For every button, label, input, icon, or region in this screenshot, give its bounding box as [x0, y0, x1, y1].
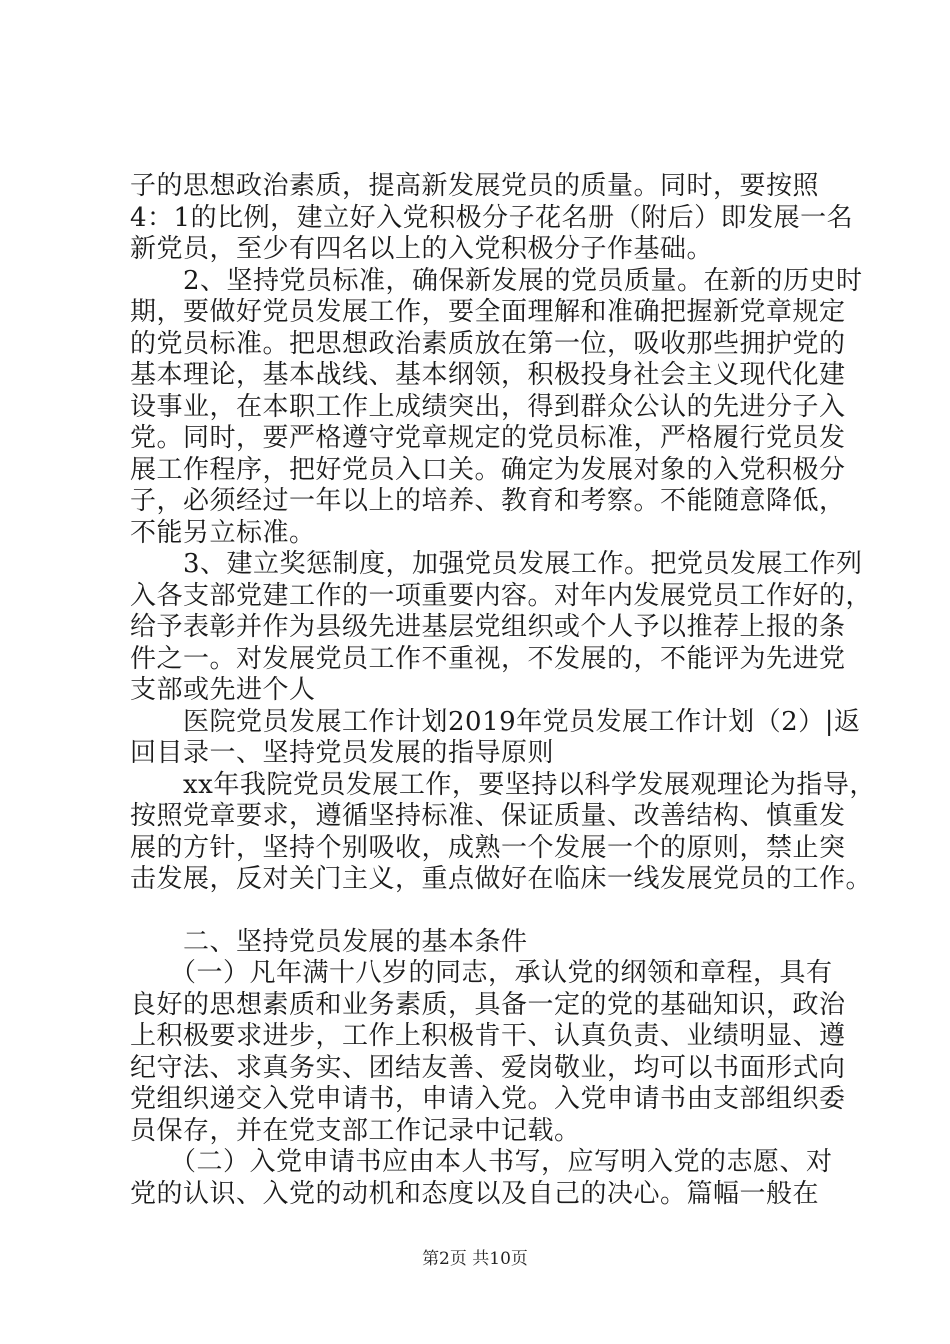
- text-line: 党组织递交入党申请书，申请入党。入党申请书由支部组织委: [130, 1084, 846, 1114]
- text-line: 展的方针，坚持个别吸收，成熟一个发展一个的原则，禁止突: [130, 832, 846, 863]
- text-line: 2、坚持党员标准，确保新发展的党员质量。在新的历史时: [130, 265, 863, 296]
- text-line: 给予表彰并作为县级先进基层党组织或个人予以推荐上报的条: [130, 612, 846, 642]
- text-line: 基本理论，基本战线、基本纲领，积极投身社会主义现代化建: [130, 360, 846, 390]
- text-line: 4：1的比例，建立好入党积极分子花名册（附后）即发展一名: [130, 202, 854, 233]
- text-line: 支部或先进个人: [130, 675, 316, 705]
- text-line: 设事业，在本职工作上成绩突出，得到群众公认的先进分子入: [130, 391, 846, 422]
- text-line: 党的认识、入党的动机和态度以及自己的决心。篇幅一般在: [130, 1178, 820, 1209]
- section-heading: 二、坚持党员发展的基本条件: [130, 926, 528, 957]
- text-line: 展工作程序，把好党员入口关。确定为发展对象的入党积极分: [130, 454, 846, 485]
- document-body: [130, 171, 876, 1210]
- text-line: 党。同时，要严格遵守党章规定的党员标准，严格履行党员发: [130, 423, 846, 453]
- paragraph-gap: [130, 896, 850, 927]
- text-line: 入各支部党建工作的一项重要内容。对年内发展党员工作好的，: [130, 580, 873, 611]
- text-line: 新党员，至少有四名以上的入党积极分子作基础。: [130, 234, 714, 264]
- text-line: 上积极要求进步，工作上积极肯干、认真负责、业绩明显、遵: [130, 1021, 846, 1051]
- text-line: 医院党员发展工作计划2019年党员发展工作计划（2）|返: [130, 706, 861, 737]
- text-line: 按照党章要求，遵循坚持标准、保证质量、改善结构、慎重发: [130, 801, 846, 831]
- text-line: 击发展，反对关门主义，重点做好在临床一线发展党员的工作。: [130, 864, 873, 894]
- text-line: 3、建立奖惩制度，加强党员发展工作。把党员发展工作列: [130, 549, 863, 579]
- text-line: 子的思想政治素质，提高新发展党员的质量。同时，要按照: [130, 171, 820, 201]
- page-number-footer: 第2页 共10页: [422, 1249, 528, 1269]
- text-line: （一）凡年满十八岁的同志，承认党的纲领和章程，具有: [130, 958, 833, 988]
- text-line: 员保存，并在党支部工作记录中记载。: [130, 1115, 581, 1146]
- text-line: 子，必须经过一年以上的培养、教育和考察。不能随意降低，: [130, 486, 846, 516]
- text-line: 件之一。对发展党员工作不重视，不发展的，不能评为先进党: [130, 643, 846, 674]
- text-line: 良好的思想素质和业务素质，具备一定的党的基础知识，政治: [130, 989, 846, 1020]
- text-line: 纪守法、求真务实、团结友善、爱岗敬业，均可以书面形式向: [130, 1052, 846, 1083]
- text-line: 的党员标准。把思想政治素质放在第一位，吸收那些拥护党的: [130, 328, 846, 359]
- text-line: 不能另立标准。: [130, 517, 316, 548]
- text-line: 期，要做好党员发展工作，要全面理解和准确把握新党章规定: [130, 297, 846, 327]
- text-line: （二）入党申请书应由本人书写，应写明入党的志愿、对: [130, 1147, 833, 1177]
- text-line: xx年我院党员发展工作，要坚持以科学发展观理论为指导，: [130, 769, 876, 800]
- text-line: 回目录一、坚持党员发展的指导原则: [130, 738, 555, 768]
